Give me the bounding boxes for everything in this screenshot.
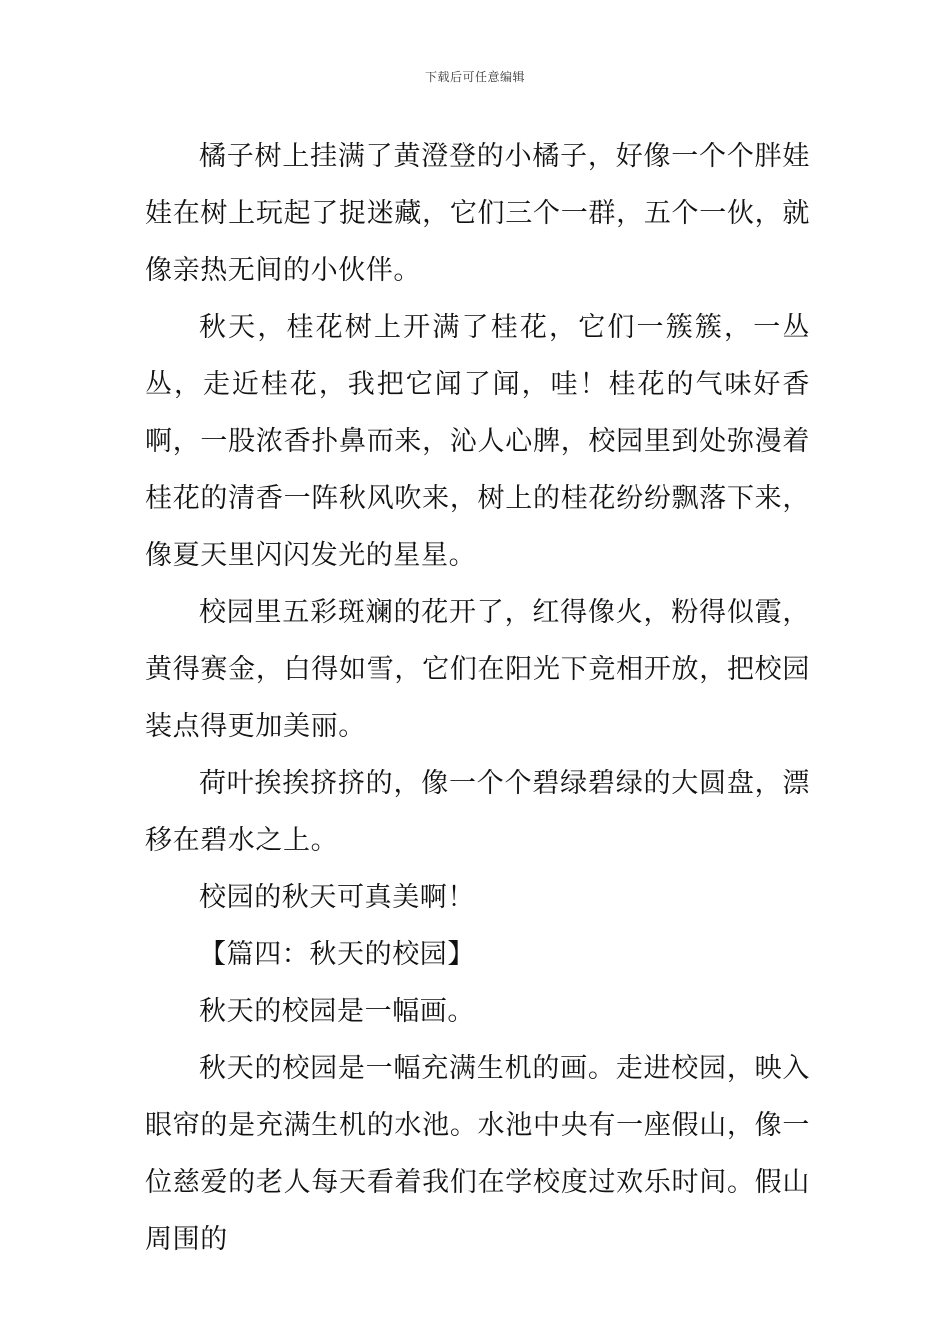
header-note: 下载后可任意编辑 — [424, 70, 525, 84]
paragraph-painting: 秋天的校园是一幅画。 — [199, 996, 475, 1027]
paragraph-campus-autumn: 校园的秋天可真美啊！ — [199, 882, 475, 913]
section-heading: 【篇四：秋天的校园】 — [199, 939, 475, 970]
paragraph-lotus-leaves: 荷叶挨挨挤挤的，像一个个碧绿碧绿的大圆盘，漂移在碧水之上。 — [145, 768, 810, 856]
paragraph-orange-tree: 橘子树上挂满了黄澄登的小橘子，好像一个个胖娃娃在树上玩起了捉迷藏，它们三个一群，五个一伙，就像亲热无间的小伙伴。 — [145, 141, 810, 286]
paragraph-flowers: 校园里五彩斑斓的花开了，红得像火，粉得似霞，黄得赛金，白得如雪，它们在阳光下竞相开放，把校园装点得更加美丽。 — [145, 597, 810, 742]
body-text — [145, 128, 810, 1268]
paragraph-osmanthus: 秋天，桂花树上开满了桂花，它们一簇簇，一丛丛，走近桂花，我把它闻了闻，哇！桂花的气味好香啊，一股浓香扑鼻而来，沁人心脾，校园里到处弥漫着桂花的清香一阵秋风吹来，树上的桂花纷纷飘落下来，像夏天里闪闪发光的星星。 — [145, 312, 810, 571]
paragraph-pond: 秋天的校园是一幅充满生机的画。走进校园，映入眼帘的是充满生机的水池。水池中央有一座假山，像一位慈爱的老人每天看着我们在学校度过欢乐时间。假山周围的 — [145, 1053, 810, 1255]
